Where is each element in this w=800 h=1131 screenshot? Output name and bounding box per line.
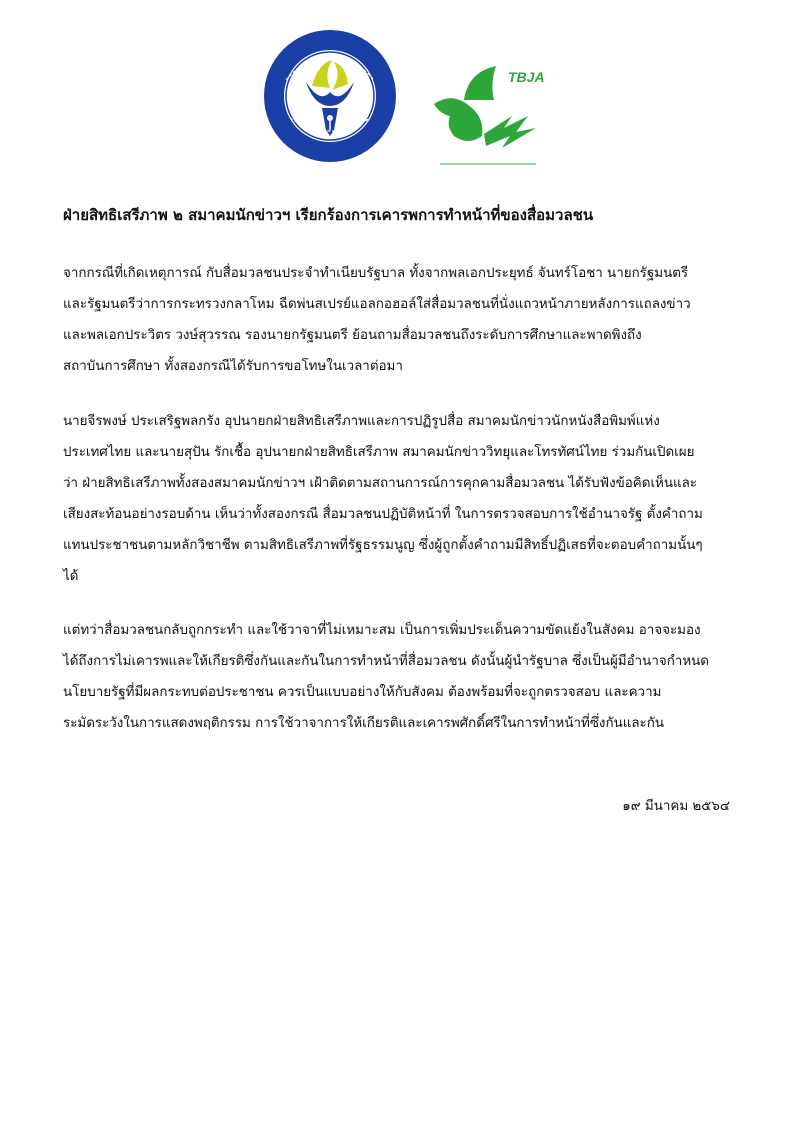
paragraph-line: ประเทศไทย และนายสุปัน รักเชื้อ อุปนายกฝ่ายสิทธิเสรีภาพ สมาคมนักข่าววิทยุและโทรทัศน์ไทย ร่วมกันเปิดเผย	[63, 445, 695, 460]
paragraph-1	[63, 258, 743, 382]
paragraph-line: เสียงสะท้อนอย่างรอบด้าน เห็นว่าทั้งสองกรณี สื่อมวลชนปฏิบัติหน้าที่ ในการตรวจสอบการใช้อำนาจรัฐ ตั้งคำถาม	[63, 507, 703, 522]
tja-emblem-icon	[260, 26, 400, 166]
page-title: ฝ่ายสิทธิเสรีภาพ ๒ สมาคมนักข่าวฯ เรียกร้องการเคารพการทำหน้าที่ของสื่อมวลชน	[63, 206, 594, 224]
paragraph-line: และรัฐมนตรีว่าการกระทรวงกลาโหม ฉีดพ่นสเปรย์แอลกอฮอล์ใส่สื่อมวลชนที่นั่งแถวหน้าภายหลังการแถลงข่าว	[63, 297, 691, 312]
paragraph-line: ระมัดระวังในการแสดงพฤติกรรม การใช้วาจาการให้เกียรติและเคารพศักดิ์ศรีในการทำหน้าที่ซึ่งกันและกัน	[63, 716, 665, 731]
paragraph-line: ว่า ฝ่ายสิทธิเสรีภาพทั้งสองสมาคมนักข่าวฯ เฝ้าติดตามสถานการณ์การคุกคามสื่อมวลชน ได้รับฟังข้อคิดเห็นและ	[63, 476, 698, 491]
tbja-label: TBJA	[508, 69, 545, 85]
paragraph-line: แต่ทว่าสื่อมวลชนกลับถูกกระทำ และใช้วาจาที่ไม่เหมาะสม เป็นการเพิ่มประเด็นความขัดแย้งในสังคม อาจจะมอง	[63, 623, 701, 638]
paragraph-line: และพลเอกประวิตร วงษ์สุวรรณ รองนายกรัฐมนตรี ย้อนถามสื่อมวลชนถึงระดับการศึกษาและพาดพิงถึง	[63, 328, 642, 343]
statement-date: ๑๙ มีนาคม ๒๕๖๔	[622, 799, 730, 814]
tbja-dove-icon	[424, 60, 552, 180]
paragraph-3	[63, 615, 743, 739]
paragraph-line: แทนประชาชนตามหลักวิชาชีพ ตามสิทธิเสรีภาพที่รัฐธรรมนูญ ซึ่งผู้ถูกตั้งคำถามมีสิทธิ์ปฏิเสธที่จะตอบคำถามนั้นๆ	[63, 538, 703, 553]
paragraph-2	[63, 406, 743, 592]
header-logos	[0, 26, 800, 176]
paragraph-line: สถาบันการศึกษา ทั้งสองกรณีได้รับการขอโทษในเวลาต่อมา	[63, 359, 403, 374]
paragraph-line: จากกรณีที่เกิดเหตุการณ์ กับสื่อมวลชนประจำทำเนียบรัฐบาล ทั้งจากพลเอกประยุทธ์ จันทร์โอชา นายกรัฐมนตรี	[63, 266, 689, 281]
paragraph-line: นโยบายรัฐที่มีผลกระทบต่อประชาชน ควรเป็นแบบอย่างให้กับสังคม ต้องพร้อมที่จะถูกตรวจสอบ และความ	[63, 685, 662, 700]
paragraph-line: นายจีรพงษ์ ประเสริฐพลกรัง อุปนายกฝ่ายสิทธิเสรีภาพและการปฏิรูปสื่อ สมาคมนักข่าวนักหนังสือพิมพ์แห่ง	[63, 414, 660, 429]
paragraph-line: ได้	[63, 569, 79, 584]
paragraph-line: ได้ถึงการไม่เคารพและให้เกียรติซึ่งกันและกันในการทำหน้าที่สื่อมวลชน ดังนั้นผู้นำรัฐบาล ซึ่งเป็นผู้มีอำนาจกำหนด	[63, 654, 710, 669]
